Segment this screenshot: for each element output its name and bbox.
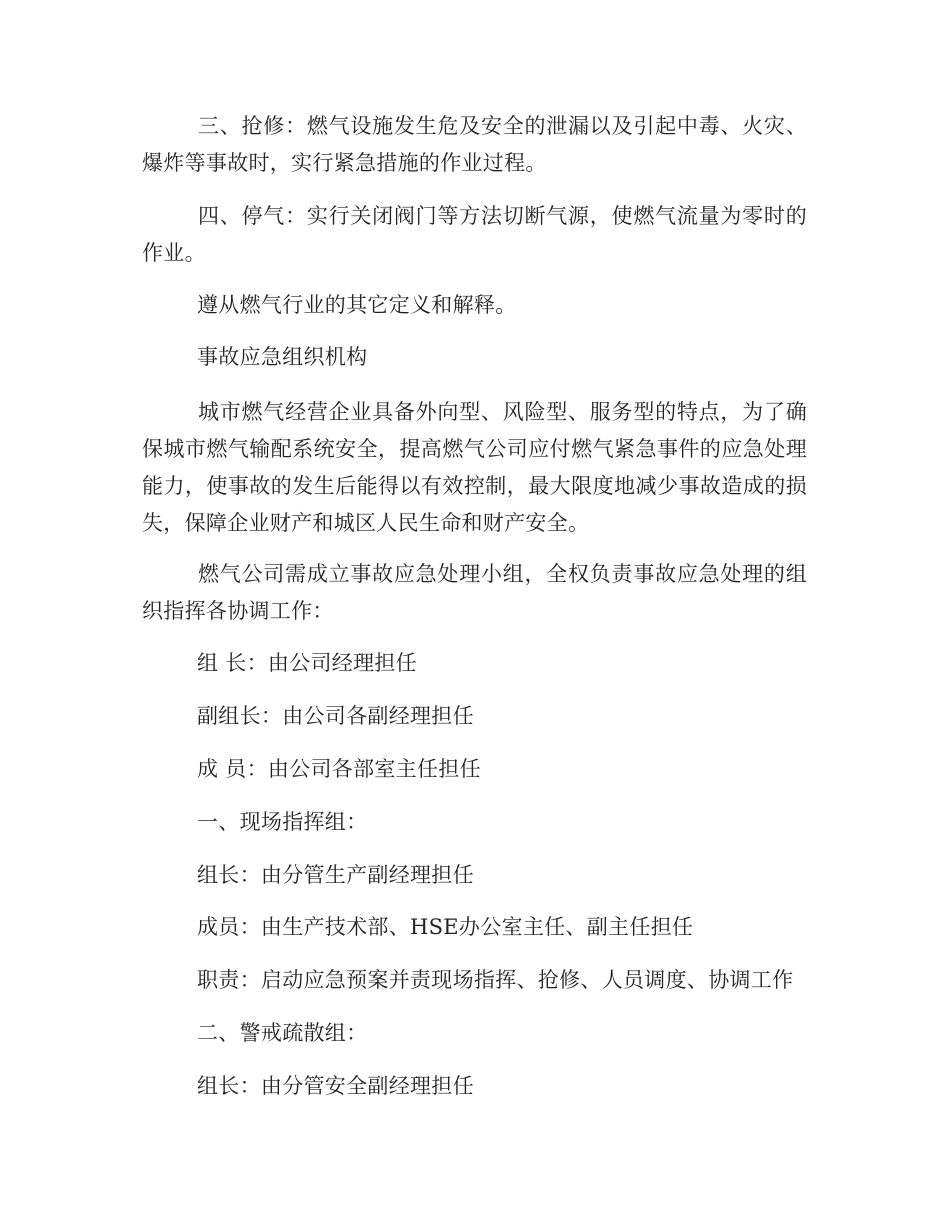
line-team-leader: 组 长：由公司经理担任 xyxy=(197,651,417,675)
line-onsite-command-group: 一、现场指挥组： xyxy=(197,810,368,834)
paragraph-gas-stop-definition: 四、停气：实行关闭阀门等方法切断气源，使燃气流量为零时的作业。 xyxy=(142,204,807,265)
line-evacuation-group-leader: 组长：由分管安全副经理担任 xyxy=(197,1074,474,1098)
line-members: 成 员：由公司各部室主任担任 xyxy=(197,757,481,781)
paragraph-emergency-team: 燃气公司需成立事故应急处理小组，全权负责事故应急处理的组织指挥各协调工作： xyxy=(142,562,807,623)
line-command-group-duties: 职责：启动应急预案并责现场指挥、抢修、人员调度、协调工作 xyxy=(197,968,794,992)
line-evacuation-group: 二、警戒疏散组： xyxy=(197,1021,368,1045)
line-command-group-leader: 组长：由分管生产副经理担任 xyxy=(197,863,474,887)
section-heading-emergency-organization: 事故应急组织机构 xyxy=(197,345,368,369)
paragraph-repair-definition: 三、抢修：燃气设施发生危及安全的泄漏以及引起中毒、火灾、爆炸等事故时，实行紧急措施的作业过程。 xyxy=(142,114,807,175)
line-deputy-leader: 副组长：由公司各副经理担任 xyxy=(197,704,474,728)
paragraph-company-characteristics: 城市燃气经营企业具备外向型、风险型、服务型的特点，为了确保城市燃气输配系统安全，提高燃气公司应付燃气紧急事件的应急处理能力，使事故的发生后能得以有效控制，最大限度地减少事故造成的损失，保障企业财产和城区人民生命和财产安全。 xyxy=(142,400,807,535)
line-command-group-members: 成员：由生产技术部、HSE办公室主任、副主任担任 xyxy=(197,915,694,939)
paragraph-other-definitions: 遵从燃气行业的其它定义和解释。 xyxy=(197,293,517,317)
